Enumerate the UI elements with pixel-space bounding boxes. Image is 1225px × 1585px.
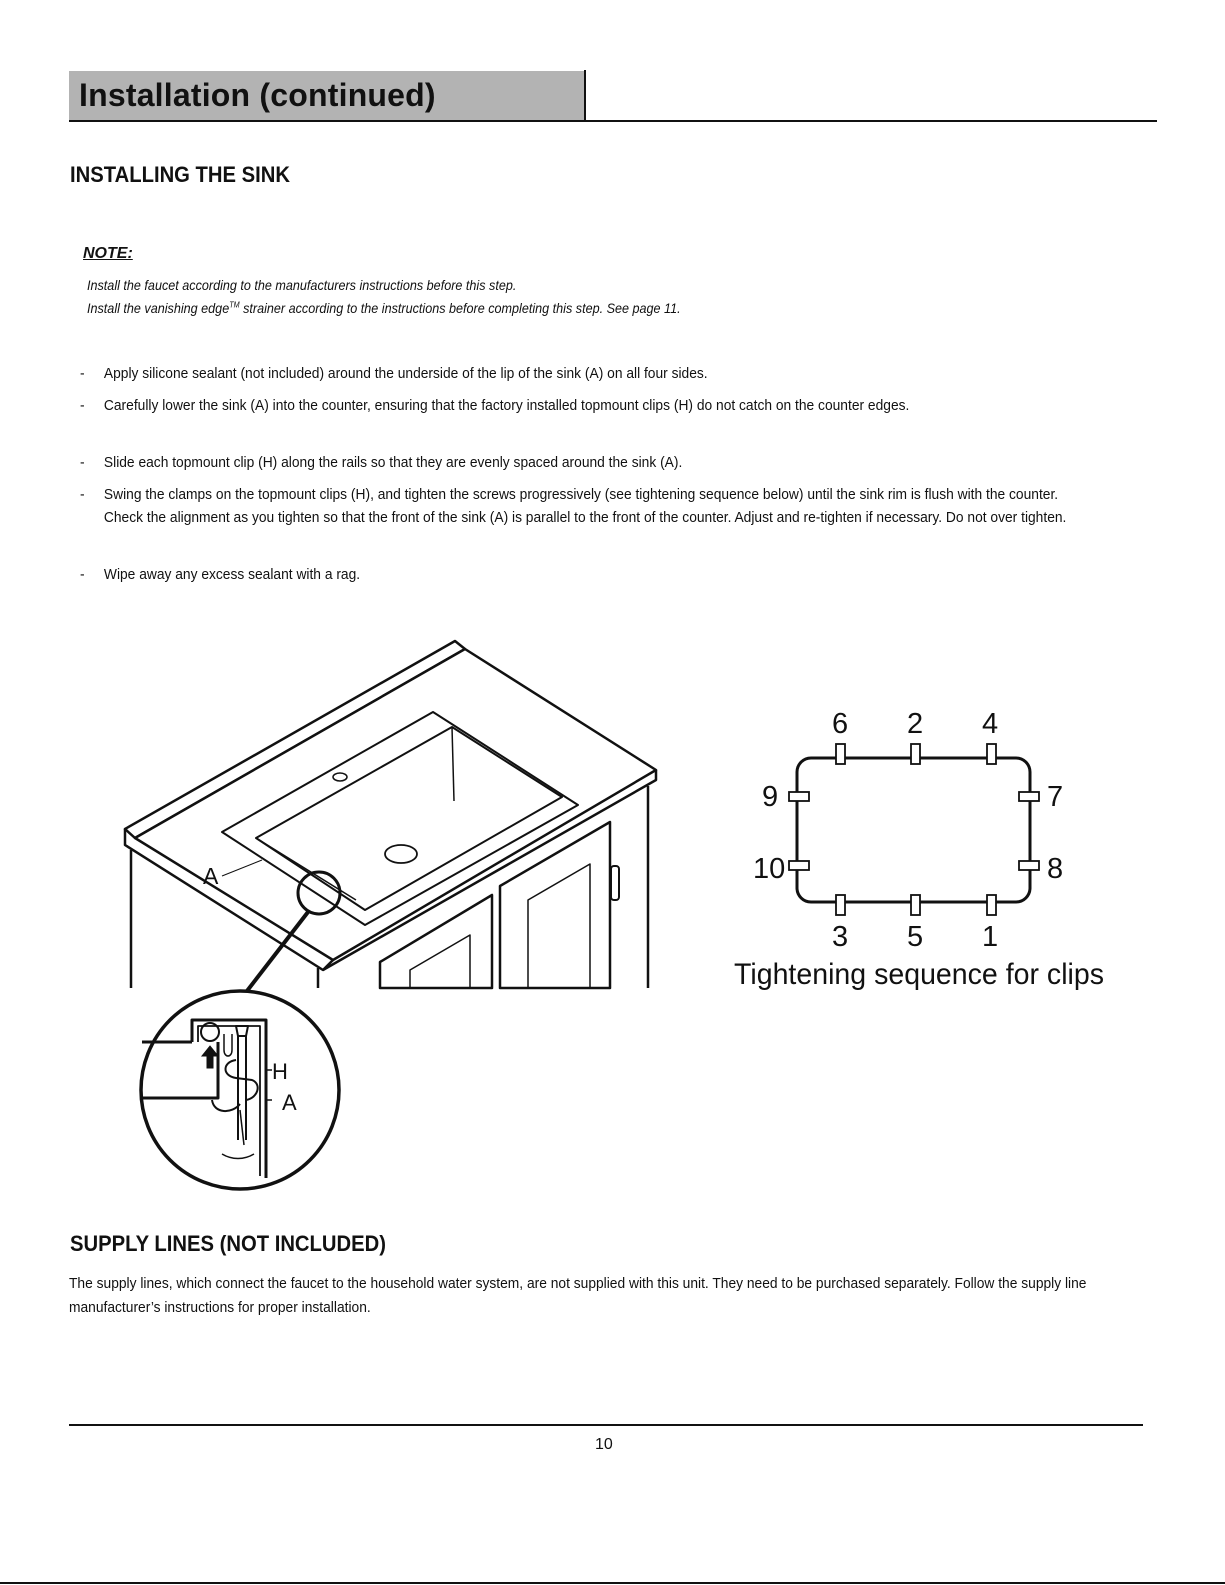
bottom-rule xyxy=(0,1582,1225,1584)
step-dash: - xyxy=(80,365,85,382)
clip-number-7: 7 xyxy=(1047,781,1064,813)
note-line-strainer-pre: Install the vanishing edge xyxy=(87,300,230,316)
clip-number-9: 9 xyxy=(762,781,779,813)
step-text: Wipe away any excess sealant with a rag. xyxy=(103,566,361,583)
sink-label-a: A xyxy=(203,863,219,889)
note-label: NOTE: xyxy=(83,245,133,262)
vanity-illustration xyxy=(125,641,656,1189)
step-dash: - xyxy=(80,454,85,471)
clip-number-5: 5 xyxy=(907,921,924,953)
page-number: 10 xyxy=(595,1436,613,1453)
clip-number-1: 1 xyxy=(982,921,999,953)
step-text: Swing the clamps on the topmount clips (H), and tighten the screws progressively (see tightening sequence below) until the sink rim is flush with the counter. Check the alignment as you tighten so that the front of the sink (A) is parallel to the front of the counter. Adjust and re-tighten if necessary. Do not over tighten. xyxy=(103,486,1067,526)
step-dash: - xyxy=(80,486,85,503)
footer-rule xyxy=(69,1424,1143,1426)
clip-number-2: 2 xyxy=(907,708,924,740)
page-title: Installation (continued) xyxy=(79,77,436,113)
clip-number-10: 10 xyxy=(753,853,786,885)
trademark-mark: TM xyxy=(229,300,240,310)
note-line-strainer-post: strainer according to the instructions before completing this step. See page 11. xyxy=(239,300,681,316)
clip-number-3: 3 xyxy=(832,921,849,953)
detail-label-a: A xyxy=(282,1090,297,1115)
step-text: Apply silicone sealant (not included) around the underside of the lip of the sink (A) on all four sides. xyxy=(103,365,708,382)
step-dash: - xyxy=(80,566,85,583)
detail-label-h: H xyxy=(272,1059,288,1084)
sequence-caption: Tightening sequence for clips xyxy=(734,958,1104,991)
section-title-installing-sink: INSTALLING THE SINK xyxy=(70,162,291,187)
section-title-supply-lines: SUPPLY LINES (NOT INCLUDED) xyxy=(70,1231,387,1256)
step-dash: - xyxy=(80,397,85,414)
step-text: Carefully lower the sink (A) into the counter, ensuring that the factory installed topmount clips (H) do not catch on the counter edges. xyxy=(103,397,910,414)
clip-number-8: 8 xyxy=(1047,853,1064,885)
tightening-sequence-diagram xyxy=(789,744,1039,915)
clip-number-6: 6 xyxy=(832,708,849,740)
step-text: Slide each topmount clip (H) along the rails so that they are evenly spaced around the sink (A). xyxy=(103,454,683,471)
clip-number-4: 4 xyxy=(982,708,999,740)
note-line-faucet: Install the faucet according to the manufacturers instructions before this step. xyxy=(87,277,517,293)
supply-lines-text: The supply lines, which connect the faucet to the household water system, are not supplied with this unit. They need to be purchased separately. Follow the supply line manufacturer’s instructions for proper installation. xyxy=(69,1275,1087,1316)
